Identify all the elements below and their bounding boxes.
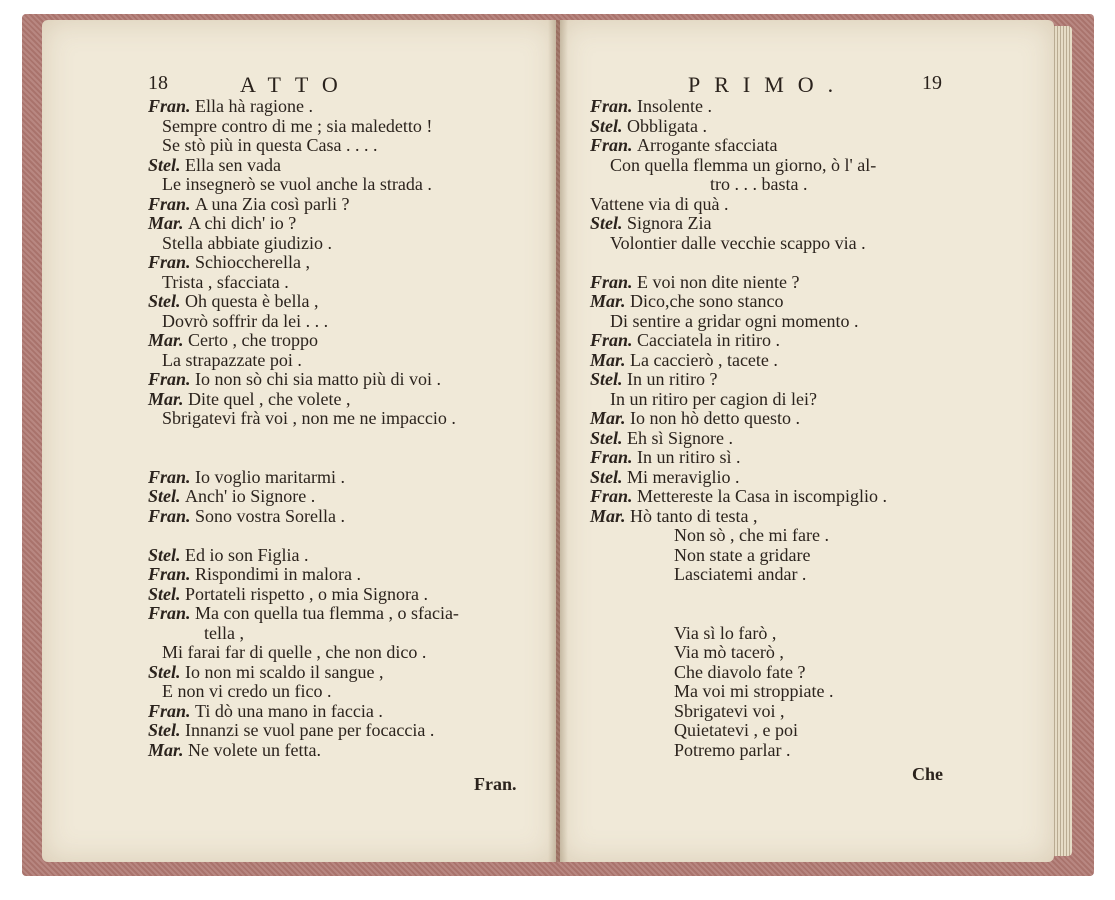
dialogue-text: Con quella flemma un giorno, ò l' al- xyxy=(610,154,877,175)
dialogue-text: Obbligata . xyxy=(627,115,707,136)
left-page-header: ATTO xyxy=(240,72,352,97)
text-line xyxy=(590,116,707,136)
right-page-number: 19 xyxy=(922,72,942,94)
dialogue-text: Le insegnerò se vuol anche la strada . xyxy=(162,174,432,194)
speaker-label: Mar. xyxy=(148,388,189,409)
speaker-label: Stel. xyxy=(590,115,628,136)
dialogue-text: In un ritiro sì . xyxy=(637,447,741,467)
text-line xyxy=(162,174,432,194)
dialogue-text: Insolente . xyxy=(637,96,713,116)
book-gutter xyxy=(548,20,568,862)
dialogue-text: Io non sò chi sia matto più di voi . xyxy=(195,369,442,389)
dialogue-text: Non state a gridare xyxy=(674,544,811,565)
dialogue-text: Sbrigatevi frà voi , non me ne impaccio . xyxy=(162,408,456,428)
speaker-label: Fran. xyxy=(148,700,196,721)
text-line xyxy=(148,603,459,623)
dialogue-text: Che diavolo fate ? xyxy=(674,661,806,682)
text-line xyxy=(148,467,345,487)
text-line xyxy=(204,623,244,643)
dialogue-text: Ma con quella tua flemma , o sfacia- xyxy=(195,603,459,623)
dialogue-text: tella , xyxy=(204,622,244,643)
speaker-label: Mar. xyxy=(590,349,631,370)
speaker-label: Fran. xyxy=(590,330,638,350)
text-line xyxy=(162,116,432,136)
dialogue-text: Sempre contro di me ; sia maledetto ! xyxy=(162,115,433,136)
dialogue-text: Sbrigatevi voi , xyxy=(674,700,785,721)
text-line xyxy=(610,233,866,253)
dialogue-text: Via mò tacerò , xyxy=(674,642,784,662)
text-line xyxy=(162,350,302,370)
text-line xyxy=(148,506,345,526)
speaker-label: Fran. xyxy=(148,252,196,272)
dialogue-text: Ed io son Figlia . xyxy=(185,544,309,565)
speaker-label: Fran. xyxy=(590,447,638,467)
text-line xyxy=(148,96,313,116)
speaker-label: Stel. xyxy=(148,154,186,175)
text-line xyxy=(590,272,800,292)
dialogue-text: Io non mi scaldo il sangue , xyxy=(185,661,384,682)
text-line xyxy=(674,525,829,545)
speaker-label: Fran. xyxy=(148,505,196,526)
dialogue-text: Anch' io Signore . xyxy=(185,486,316,506)
text-line xyxy=(674,720,798,740)
dialogue-text: Di sentire a gridar ogni momento . xyxy=(610,310,859,331)
speaker-label: Stel. xyxy=(148,720,186,740)
text-line xyxy=(610,389,817,409)
speaker-label: Mar. xyxy=(148,213,189,233)
speaker-label: Stel. xyxy=(590,466,628,487)
dialogue-text: Arrogante sfacciata xyxy=(637,135,778,155)
text-line xyxy=(162,233,332,253)
right-page-header: PRIMO. xyxy=(688,72,848,97)
speaker-label: Fran. xyxy=(148,369,196,389)
speaker-label: Fran. xyxy=(148,96,196,116)
dialogue-text: Stella abbiate giudizio . xyxy=(162,232,332,253)
dialogue-text: Innanzi se vuol pane per focaccia . xyxy=(185,720,435,740)
speaker-label: Stel. xyxy=(590,427,628,448)
text-line xyxy=(590,330,780,350)
dialogue-text: Ti dò una mano in faccia . xyxy=(195,700,383,721)
right-catchword: Che xyxy=(912,764,943,784)
text-line xyxy=(148,155,281,175)
text-line xyxy=(610,155,876,175)
text-line xyxy=(590,506,758,526)
text-line xyxy=(674,740,790,760)
text-line xyxy=(148,584,428,604)
speaker-label: Stel. xyxy=(148,661,186,682)
text-line xyxy=(148,213,296,233)
text-line xyxy=(590,428,733,448)
text-line xyxy=(162,311,328,331)
dialogue-text: Dite quel , che volete , xyxy=(188,388,351,409)
speaker-label: Mar. xyxy=(590,291,631,311)
dialogue-text: Cacciatela in ritiro . xyxy=(637,330,780,350)
text-line xyxy=(674,642,784,662)
text-line xyxy=(590,213,712,233)
text-line xyxy=(674,681,833,701)
dialogue-text: La strapazzate poi . xyxy=(162,349,302,370)
dialogue-text: In un ritiro ? xyxy=(627,369,718,389)
speaker-label: Stel. xyxy=(148,544,186,565)
speaker-label: Fran. xyxy=(590,486,638,506)
text-line xyxy=(590,369,718,389)
dialogue-text: Schioccherella , xyxy=(195,252,310,272)
dialogue-text: Eh sì Signore . xyxy=(627,427,734,448)
dialogue-text: Ne volete un fetta. xyxy=(188,739,321,760)
text-line xyxy=(590,408,800,428)
speaker-label: Fran. xyxy=(590,271,638,292)
text-line xyxy=(162,135,377,155)
text-line xyxy=(148,389,350,409)
dialogue-text: Potremo parlar . xyxy=(674,739,791,760)
dialogue-text: Trista , sfacciata . xyxy=(162,271,289,292)
dialogue-text: tro . . . basta . xyxy=(710,174,808,194)
text-line xyxy=(148,740,321,760)
speaker-label: Stel. xyxy=(590,369,628,389)
text-line xyxy=(148,720,434,740)
dialogue-text: Se stò più in questa Casa . . . . xyxy=(162,135,378,155)
dialogue-text: Lasciatemi andar . xyxy=(674,564,807,584)
dialogue-text: Dovrò soffrir da lei . . . xyxy=(162,310,329,331)
text-line xyxy=(148,194,349,214)
dialogue-text: Ma voi mi stroppiate . xyxy=(674,681,834,701)
dialogue-text: In un ritiro per cagion di lei? xyxy=(610,388,817,409)
text-line xyxy=(590,194,728,214)
text-line xyxy=(148,252,310,272)
text-line xyxy=(162,681,331,701)
dialogue-text: E voi non dite niente ? xyxy=(637,271,800,292)
text-line xyxy=(590,291,784,311)
text-line xyxy=(162,408,456,428)
text-line xyxy=(674,662,805,682)
dialogue-text: Quietatevi , e poi xyxy=(674,720,798,740)
speaker-label: Fran. xyxy=(590,135,638,155)
speaker-label: Stel. xyxy=(148,583,186,604)
speaker-label: Fran. xyxy=(148,466,196,487)
dialogue-text: Sono vostra Sorella . xyxy=(195,505,346,526)
text-line xyxy=(590,350,778,370)
dialogue-text: Volontier dalle vecchie scappo via . xyxy=(610,232,866,253)
dialogue-text: Hò tanto di testa , xyxy=(630,505,758,526)
speaker-label: Fran. xyxy=(148,564,196,584)
text-line xyxy=(610,311,858,331)
text-line xyxy=(710,174,807,194)
dialogue-text: Oh questa è bella , xyxy=(185,291,319,311)
dialogue-text: E non vi credo un fico . xyxy=(162,681,332,701)
text-line xyxy=(148,662,383,682)
speaker-label: Mar. xyxy=(148,739,189,760)
text-line xyxy=(674,564,806,584)
dialogue-text: Dico,che sono stanco xyxy=(630,291,784,311)
speaker-label: Fran. xyxy=(590,96,638,116)
dialogue-text: Signora Zia xyxy=(627,213,712,233)
text-line xyxy=(162,642,426,662)
text-line xyxy=(674,701,785,721)
text-line xyxy=(148,564,361,584)
dialogue-text: A una Zia così parli ? xyxy=(195,193,350,214)
dialogue-text: Mettereste la Casa in iscompiglio . xyxy=(637,486,887,506)
page-edges xyxy=(1052,26,1072,856)
dialogue-text: Mi meraviglio . xyxy=(627,466,740,487)
dialogue-text: Io voglio maritarmi . xyxy=(195,466,345,487)
speaker-label: Mar. xyxy=(148,330,189,350)
text-line xyxy=(590,486,887,506)
text-line xyxy=(590,447,741,467)
speaker-label: Fran. xyxy=(148,603,196,623)
dialogue-text: Ella hà ragione . xyxy=(195,96,313,116)
speaker-label: Stel. xyxy=(148,291,186,311)
dialogue-text: Via sì lo farò , xyxy=(674,622,777,643)
left-page-number: 18 xyxy=(148,72,168,94)
text-line xyxy=(590,135,777,155)
dialogue-text: Certo , che troppo xyxy=(188,330,318,350)
text-line xyxy=(148,291,318,311)
speaker-label: Stel. xyxy=(590,213,628,233)
text-line xyxy=(674,545,810,565)
dialogue-text: Vattene via di quà . xyxy=(590,193,729,214)
text-line xyxy=(148,701,383,721)
text-line xyxy=(148,369,441,389)
dialogue-text: Rispondimi in malora . xyxy=(195,564,362,584)
text-line xyxy=(162,272,289,292)
dialogue-text: La caccierò , tacete . xyxy=(630,349,778,370)
dialogue-text: Portateli rispetto , o mia Signora . xyxy=(185,583,428,604)
text-line xyxy=(590,467,740,487)
left-catchword: Fran. xyxy=(474,774,517,794)
speaker-label: Mar. xyxy=(590,505,631,526)
text-line xyxy=(148,545,309,565)
dialogue-text: Ella sen vada xyxy=(185,154,281,175)
text-line xyxy=(674,623,776,643)
dialogue-text: Mi farai far di quelle , che non dico . xyxy=(162,642,427,662)
speaker-label: Stel. xyxy=(148,486,186,506)
dialogue-text: Io non hò detto questo . xyxy=(630,408,801,428)
dialogue-text: Non sò , che mi fare . xyxy=(674,525,829,545)
text-line xyxy=(590,96,712,116)
text-line xyxy=(148,486,315,506)
text-line xyxy=(148,330,318,350)
dialogue-text: A chi dich' io ? xyxy=(188,213,297,233)
speaker-label: Fran. xyxy=(148,193,196,214)
speaker-label: Mar. xyxy=(590,408,631,428)
